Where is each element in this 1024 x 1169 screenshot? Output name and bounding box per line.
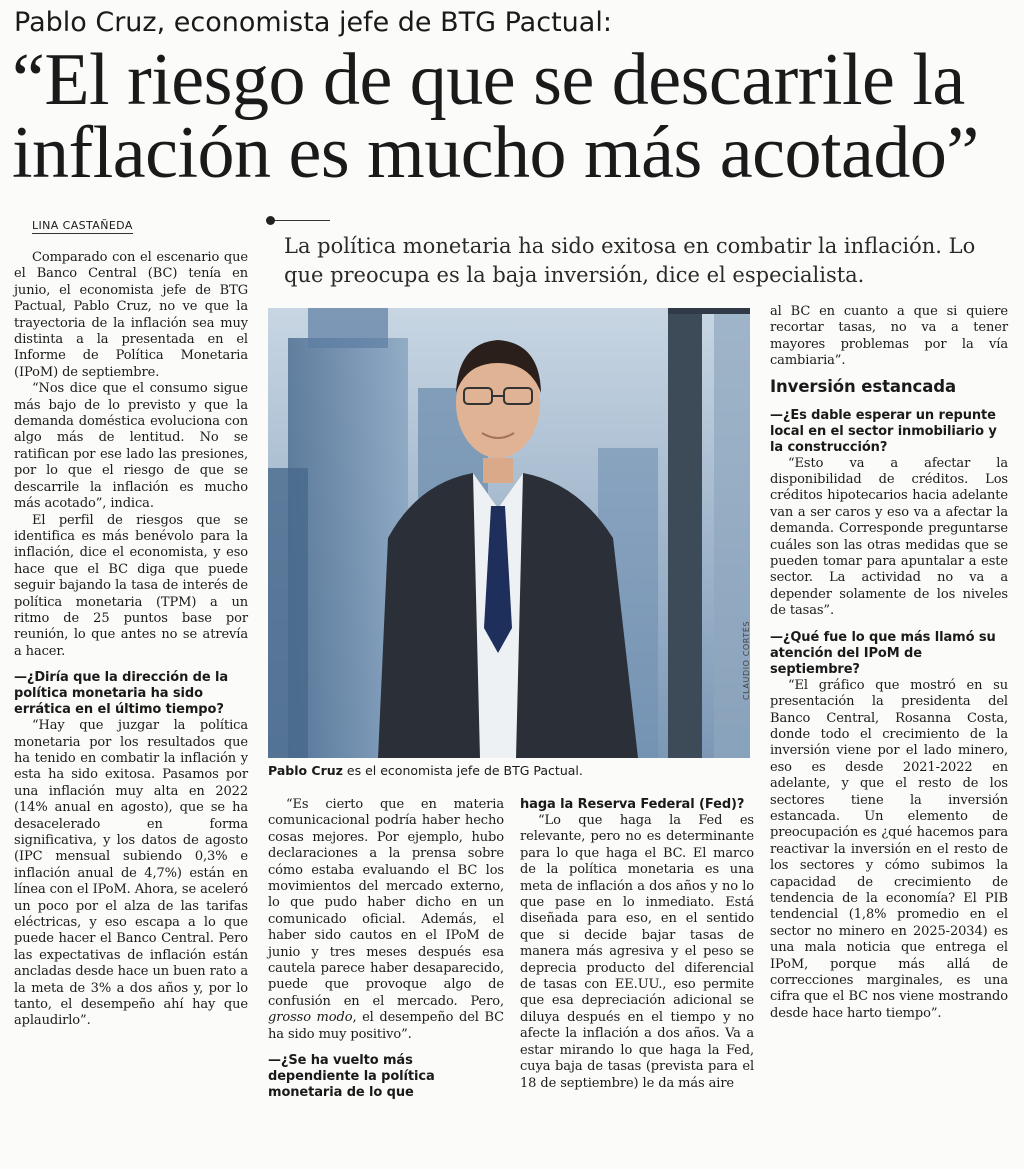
interview-question: —¿Se ha vuelto más dependiente la política monetaria de lo que bbox=[268, 1053, 435, 1101]
paragraph bbox=[268, 797, 504, 1043]
deck: La política monetaria ha sido exitosa en combatir la inflación. Lo que preocupa es la baja inversión, dice el especialista. bbox=[284, 234, 976, 287]
deck-rule bbox=[270, 220, 330, 221]
portrait-illustration bbox=[268, 308, 750, 758]
portrait-photo bbox=[268, 308, 750, 758]
paragraph: “Esto va a afectar la disponibilidad de créditos. Los créditos hipotecarios hacia adelante van a ser caros y eso va a afectar la demanda. Corresponde preguntarse cuáles son las otras medidas que se pueden tomar para apuntalar a este sector. La actividad no va a depender solamente de los niveles de tasas”. bbox=[770, 455, 1008, 619]
paragraph: “El gráfico que mostró en su presentación la presidenta del Banco Central, Rosanna Costa, donde todo el crecimiento de la inversión viene por el lado minero, eso es desde 2021-2022 en adelante, y que el resto de los sectores tiene la inversión estancada. Un elemento de preocupación es ¿qué hacemos para reactivar la inversión en el resto de los sectores y cómo subimos la capacidad de crecimiento de tendencia de la economía? El PIB tendencial (1,8% promedio en el sector no minero en 2025-2034) es una mala noticia que entrega el IPoM, porque más allá de correcciones marginales, es una cifra que el BC nos viene mostrando desde hace harto tiempo”. bbox=[770, 677, 1008, 1021]
paragraph: El perfil de riesgos que se identifica es más benévolo para la inflación, dice el economista, y eso hace que el BC diga que puede seguir bajando la tasa de interés de política monetaria (TPM) a un ritmo de 25 puntos base por reunión, lo que antes no se atrevía a hacer. bbox=[14, 512, 248, 659]
photo-credit: CLAUDIO CORTÉS bbox=[742, 620, 751, 700]
subheading: Inversión estancada bbox=[770, 376, 957, 396]
column-3 bbox=[520, 797, 754, 1092]
paragraph: “Lo que haga la Fed es relevante, pero no es determinante para lo que haga el BC. El marco de la política monetaria es una meta de inflación a dos años y no lo que pase en lo inmediato. Está diseñada para eso, en el sentido que si decide bajar tasas de manera más agresiva y el peso se deprecia producto del diferencial de tasas con EE.UU., eso permite que esa depreciación adicional se diluya después en el tiempo y no afecte la inflación a dos años. Va a estar mirando lo que haga la Fed, cuya baja de tasas (prevista para el 18 de septiembre) le da más aire bbox=[520, 813, 754, 1091]
paragraph: “Hay que juzgar la política monetaria por los resultados que ha tenido en combatir la inflación y esta ha sido exitosa. Pasamos por una inflación muy alta en 2022 (14% anual en agosto), que se ha desacelerado en forma significativa, y los datos de agosto (IPC mensual subiendo 0,3% e inflación anual de 4,7%) están en línea con el IPoM. Ahora, se aceleró un poco por el alza de las tarifas eléctricas, y eso escapa a lo que puede hacer el Banco Central. Pero las expectativas de inflación están ancladas desde hace un buen rato a la meta de 3% a dos años y, por lo tanto, el desempeño ahí hay que aplaudirlo”. bbox=[14, 718, 248, 1029]
interview-question: haga la Reserva Federal (Fed)? bbox=[520, 797, 745, 812]
caption-name: Pablo Cruz bbox=[268, 763, 343, 778]
kicker: Pablo Cruz, economista jefe de BTG Pactual: bbox=[14, 7, 612, 38]
paragraph: al BC en cuanto a que si quiere recortar tasas, no va a tener mayores problemas por la vía cambiaria”. bbox=[770, 304, 1008, 369]
headline: “El riesgo de que se descarrile la inflación es mucho más acotado” bbox=[12, 39, 979, 194]
paragraph: “Nos dice que el consumo sigue más bajo de lo previsto y que la demanda doméstica evoluciona con algo más de lentitud. No se ratifican por ese lado las presiones, por lo que el riesgo de que se descarrile la inflación es mucho más acotado”, indica. bbox=[14, 381, 248, 512]
interview-question: —¿Qué fue lo que más llamó su atención del IPoM de septiembre? bbox=[770, 629, 996, 677]
interview-question: —¿Es dable esperar un repunte local en el sector inmobiliario y la construcción? bbox=[770, 407, 997, 455]
column-1 bbox=[14, 250, 248, 1030]
deck-rule-dot bbox=[266, 216, 275, 225]
interview-question: —¿Diría que la dirección de la política monetaria ha sido errática en el último tiempo? bbox=[14, 670, 229, 718]
paragraph: Comparado con el escenario que el Banco Central (BC) tenía en junio, el economista jefe de BTG Pactual, Pablo Cruz, no ve que la trayectoria de la inflación sea muy distinta a la presentada en el Informe de Política Monetaria (IPoM) de septiembre. bbox=[14, 250, 248, 380]
column-2 bbox=[268, 797, 504, 1101]
caption-text: es el economista jefe de BTG Pactual. bbox=[342, 763, 583, 778]
paragraph-part: “Es cierto que en materia comunicacional podría haber hecho cosas mejores. Por ejemplo, hubo declaraciones a la prensa sobre cómo estaba evaluando el BC los movimientos del mercado externo, lo que pudo haber dicho en un comunicado oficial. Además, el haber sido cautos en el IPoM de junio y tres meses después esa cautela parece haber desaparecido, puede que provoque algo de confusión en el mercado. Pero, bbox=[268, 797, 504, 1009]
photo-caption bbox=[268, 763, 750, 779]
italic-term: grosso modo bbox=[268, 1010, 353, 1026]
column-4 bbox=[770, 304, 1008, 1022]
paragraph-part: , el desempeño del BC ha sido muy positivo”. bbox=[268, 1010, 505, 1042]
byline: LINA CASTAÑEDA bbox=[32, 219, 133, 232]
